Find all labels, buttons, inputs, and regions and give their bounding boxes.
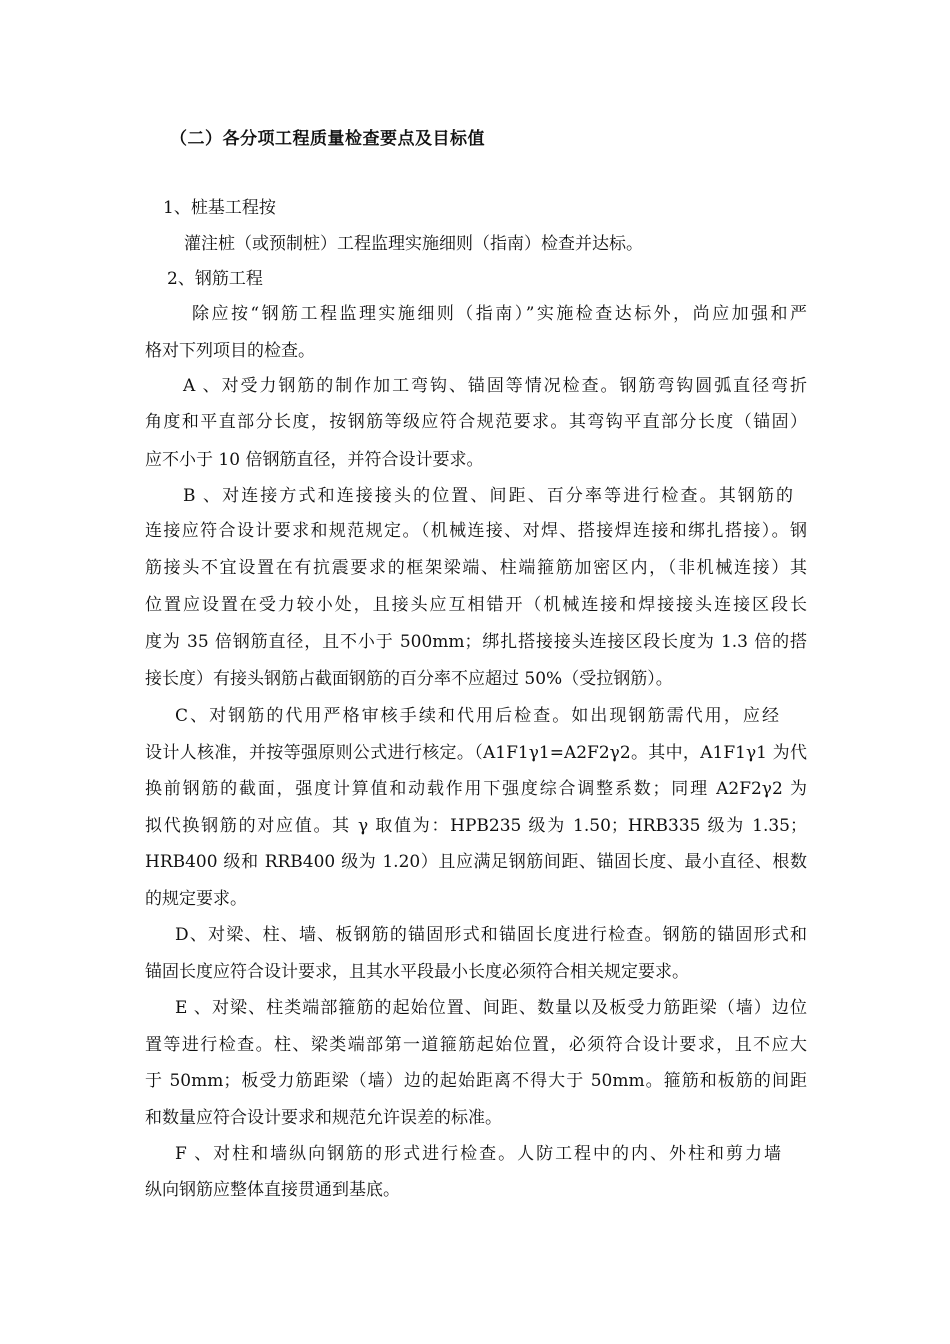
paragraph-a-line: 应不小于 10 倍钢筋直径，并符合设计要求。: [145, 450, 484, 470]
section-heading: （二）各分项工程质量检查要点及目标值: [170, 129, 485, 149]
paragraph-line: 除应按“钢筋工程监理实施细则（指南）”实施检查达标外，尚应加强和严: [192, 304, 807, 324]
paragraph-b-line: 位置应设置在受力较小处，且接头应互相错开（机械连接和焊接接头连接区段长: [145, 595, 807, 615]
paragraph-c-line: C、对钢筋的代用严格审核手续和代用后检查。如出现钢筋需代用，应经: [175, 706, 779, 726]
paragraph-c-line: 换前钢筋的截面，强度计算值和动载作用下强度综合调整系数；同理 A2F2γ2 为: [145, 779, 807, 799]
paragraph-f-line: F 、对柱和墙纵向钢筋的形式进行检查。人防工程中的内、外柱和剪力墙: [175, 1144, 781, 1164]
paragraph-c-line: 设计人核准，并按等强原则公式进行核定。（A1F1γ1=A2F2γ2。其中，A1F1γ1 为代: [145, 743, 807, 763]
paragraph-e-line: E 、对梁、柱类端部箍筋的起始位置、间距、数量以及板受力筋距梁（墙）边位: [175, 998, 807, 1018]
paragraph-f-line: 纵向钢筋应整体直接贯通到基底。: [145, 1180, 400, 1200]
paragraph-b-line: 接长度）有接头钢筋占截面钢筋的百分率不应超过 50%（受拉钢筋）。: [145, 669, 673, 689]
paragraph-b-line: 度为 35 倍钢筋直径，且不小于 500mm；绑扎搭接接头连接区段长度为 1.3 倍的搭: [145, 632, 807, 652]
paragraph-e-line: 和数量应符合设计要求和规范允许误差的标准。: [145, 1108, 502, 1128]
paragraph-c-line: 的规定要求。: [145, 889, 247, 909]
paragraph-b-line: 连接应符合设计要求和规范规定。（机械连接、对焊、搭接焊连接和绑扎搭接）。钢: [145, 521, 807, 541]
paragraph-b-line: B 、对连接方式和连接接头的位置、间距、百分率等进行检查。其钢筋的: [183, 486, 793, 506]
item-2-title: 2、钢筋工程: [167, 269, 263, 289]
paragraph-d-line: D、对梁、柱、墙、板钢筋的锚固形式和锚固长度进行检查。钢筋的锚固形式和: [175, 925, 807, 945]
paragraph-b-line: 筋接头不宜设置在有抗震要求的框架梁端、柱端箍筋加密区内，（非机械连接）其: [145, 558, 807, 578]
paragraph-d-line: 锚固长度应符合设计要求，且其水平段最小长度必须符合相关规定要求。: [145, 962, 689, 982]
paragraph-c-line: HRB400 级和 RRB400 级为 1.20）且应满足钢筋间距、锚固长度、最小直径、根数: [145, 852, 807, 872]
paragraph-c-line: 拟代换钢筋的对应值。其 γ 取值为：HPB235 级为 1.50；HRB335 级为 1.35；: [145, 816, 807, 836]
paragraph-line: 格对下列项目的检查。: [145, 341, 315, 361]
paragraph-e-line: 于 50mm；板受力筋距梁（墙）边的起始距离不得大于 50mm。箍筋和板筋的间距: [145, 1071, 807, 1091]
paragraph-a-line: 角度和平直部分长度，按钢筋等级应符合规范要求。其弯钩平直部分长度（锚固）: [145, 412, 807, 432]
item-1-text: 灌注桩（或预制桩）工程监理实施细则（指南）检查并达标。: [184, 234, 643, 254]
item-1-title: 1、桩基工程按: [163, 198, 276, 218]
paragraph-e-line: 置等进行检查。柱、梁类端部第一道箍筋起始位置，必须符合设计要求，且不应大: [145, 1035, 807, 1055]
paragraph-a-line: A 、对受力钢筋的制作加工弯钩、锚固等情况检查。钢筋弯钩圆弧直径弯折: [183, 376, 807, 396]
